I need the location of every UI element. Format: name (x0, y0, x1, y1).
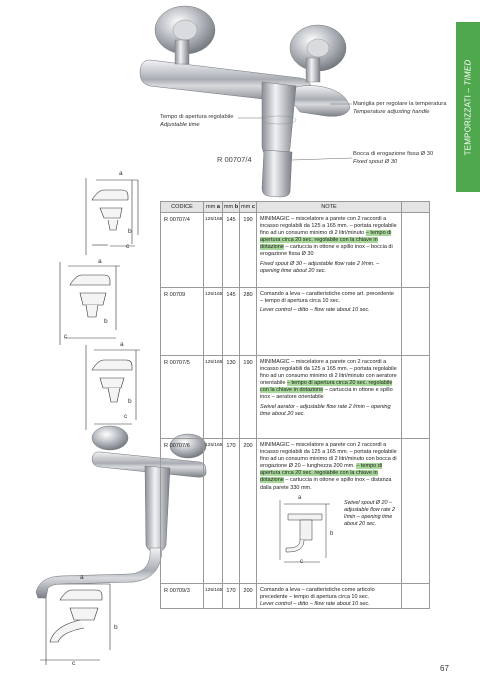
note-diagram-area (260, 494, 398, 566)
header-mm-a: mm a (204, 202, 223, 213)
table-row (161, 439, 430, 584)
cell-extra (402, 288, 430, 356)
dim-c-4: c (72, 660, 76, 667)
dim-c-2: c (64, 333, 68, 340)
dim-b-3: b (128, 398, 132, 405)
cell-extra (402, 356, 430, 439)
cell-mm-b: 170 (223, 584, 240, 609)
dim-c-1: c (126, 243, 130, 250)
highlight-timing: – tempo di apertura circa 20 sec. regolabile con la chiave in dotazione (260, 463, 382, 484)
table-row (161, 213, 430, 288)
dim-b-4: b (114, 624, 118, 631)
dim-b-2: b (104, 318, 108, 325)
cell-mm-b: 170 (223, 439, 240, 584)
note-english: Swivel spout Ø 20 – adjustable flow rate 2 l/min – opening time about 20 sec. (344, 499, 395, 527)
cell-note: Comando a leva – caratteristiche come art. precedente – tempo di apertura circa 10 sec. Lever control – ditto – flow rate about 10 sec. (257, 288, 402, 356)
highlight-timing: – tempo di apertura circa 20 sec. regolabile con la chiave in dotazione (260, 380, 393, 394)
hero-product-code: R 00707/4 (217, 155, 252, 164)
cell-note: MINIMAGIC – miscelatore a parete con 2 raccordi a incasso regolabili da 125 a 165 mm. – portata regolabile fino ad un consumo minimo di 2 litri/minuto con aeratore orientabile – tempo di apertura circa 20 sec. regolabile con la chiave in dotazione – cartuccia in ottone e spillo inox – aeratore orientabile Swivel aerator - adjustable flow rate 2 l/min – opening time about 20 sec. (257, 356, 402, 439)
cell-code: R 00707/5 (161, 356, 204, 439)
cell-mm-c: 190 (240, 213, 257, 288)
page-number: 67 (440, 664, 449, 673)
header-mm-b: mm b (223, 202, 240, 213)
dim-b-note: b (330, 530, 334, 537)
cell-mm-c: 280 (240, 288, 257, 356)
header-mm-c: mm c (240, 202, 257, 213)
cell-mm-a: 125/165 (204, 584, 223, 609)
table-row (161, 288, 430, 356)
cell-note: MINIMAGIC – miscelatore a parete con 2 raccordi a incasso regolabili da 125 a 165 mm. – portata regolabile fino ad un consumo minimo di 2 litri/minuto con bocca di erogazione Ø 20 – lunghezza 200 mm. – tempo di apertura circa 20 sec. regolabile con la chiave in dotazione – cartuccia in ottone e spillo inox – distanza dalla parete 330 mm. a b c Swivel spout Ø 20 – adjustable flow rate 2 l/min – opening time about 20 sec. (257, 439, 402, 584)
cell-mm-a: 125/165 (204, 439, 223, 584)
callout-adjustable-time: Tempo di apertura regolabile Adjustable time (160, 114, 234, 128)
cell-extra (402, 439, 430, 584)
table-header-row (161, 202, 430, 213)
dim-a-note: a (298, 494, 302, 501)
cell-mm-c: 200 (240, 584, 257, 609)
dim-a-2: a (98, 258, 102, 265)
product-spec-table (160, 201, 430, 609)
dim-a-1: a (119, 170, 123, 177)
dim-a-4: a (80, 574, 84, 581)
cell-mm-c: 200 (240, 439, 257, 584)
cell-note: MINIMAGIC – miscelatore a parete con 2 raccordi a incasso regolabili da 125 a 165 mm. – portata regolabile fino ad un consumo minimo di 2 litri/minuto – tempo di apertura circa 20 sec. regolabile con la chiave in dotazione – cartuccia in ottone e spillo inox – boccia di erogazione fissa Ø 30 Fixed spout Ø 30 – adjustable flow rate 2 l/min. – opening time about 20 sec. (257, 213, 402, 288)
cell-mm-b: 145 (223, 288, 240, 356)
header-codice: CODICE (161, 202, 204, 213)
dim-b-1: b (128, 228, 132, 235)
header-extra (402, 202, 430, 213)
table-row (161, 356, 430, 439)
cell-code: R 00709 (161, 288, 204, 356)
cell-mm-a: 125/165 (204, 288, 223, 356)
dim-c-3: c (124, 413, 128, 420)
section-tab-label: TEMPORIZZATI – TIMED (463, 59, 473, 155)
dim-c-note: c (300, 558, 303, 565)
callout-fixed-spout: Bocca di erogazione fissa Ø 30 Fixed spout Ø 30 (353, 151, 434, 165)
highlight-timing: – tempo di apertura circa 20 sec. regolabile con la chiave in dotazione (260, 230, 392, 251)
cell-mm-b: 130 (223, 356, 240, 439)
cell-mm-a: 125/165 (204, 356, 223, 439)
cell-code: R 00709/3 (161, 584, 204, 609)
cell-code: R 00707/6 (161, 439, 204, 584)
callout-temperature-handle: Maniglia per regolare la temperatura Temperature adjusting handle (353, 101, 447, 115)
cell-mm-a: 125/165 (204, 213, 223, 288)
dim-a-3: a (120, 341, 124, 348)
cell-extra (402, 584, 430, 609)
cell-code: R 00707/4 (161, 213, 204, 288)
table-row (161, 584, 430, 609)
cell-mm-b: 145 (223, 213, 240, 288)
cell-note: Comando a leva – caratteristiche come articolo precedente – tempo di apertura circa 10 sec. Lever control – ditto – flow rate about 10 sec. (257, 584, 402, 609)
cell-mm-c: 190 (240, 356, 257, 439)
cell-extra (402, 213, 430, 288)
header-note: NOTE (257, 202, 402, 213)
